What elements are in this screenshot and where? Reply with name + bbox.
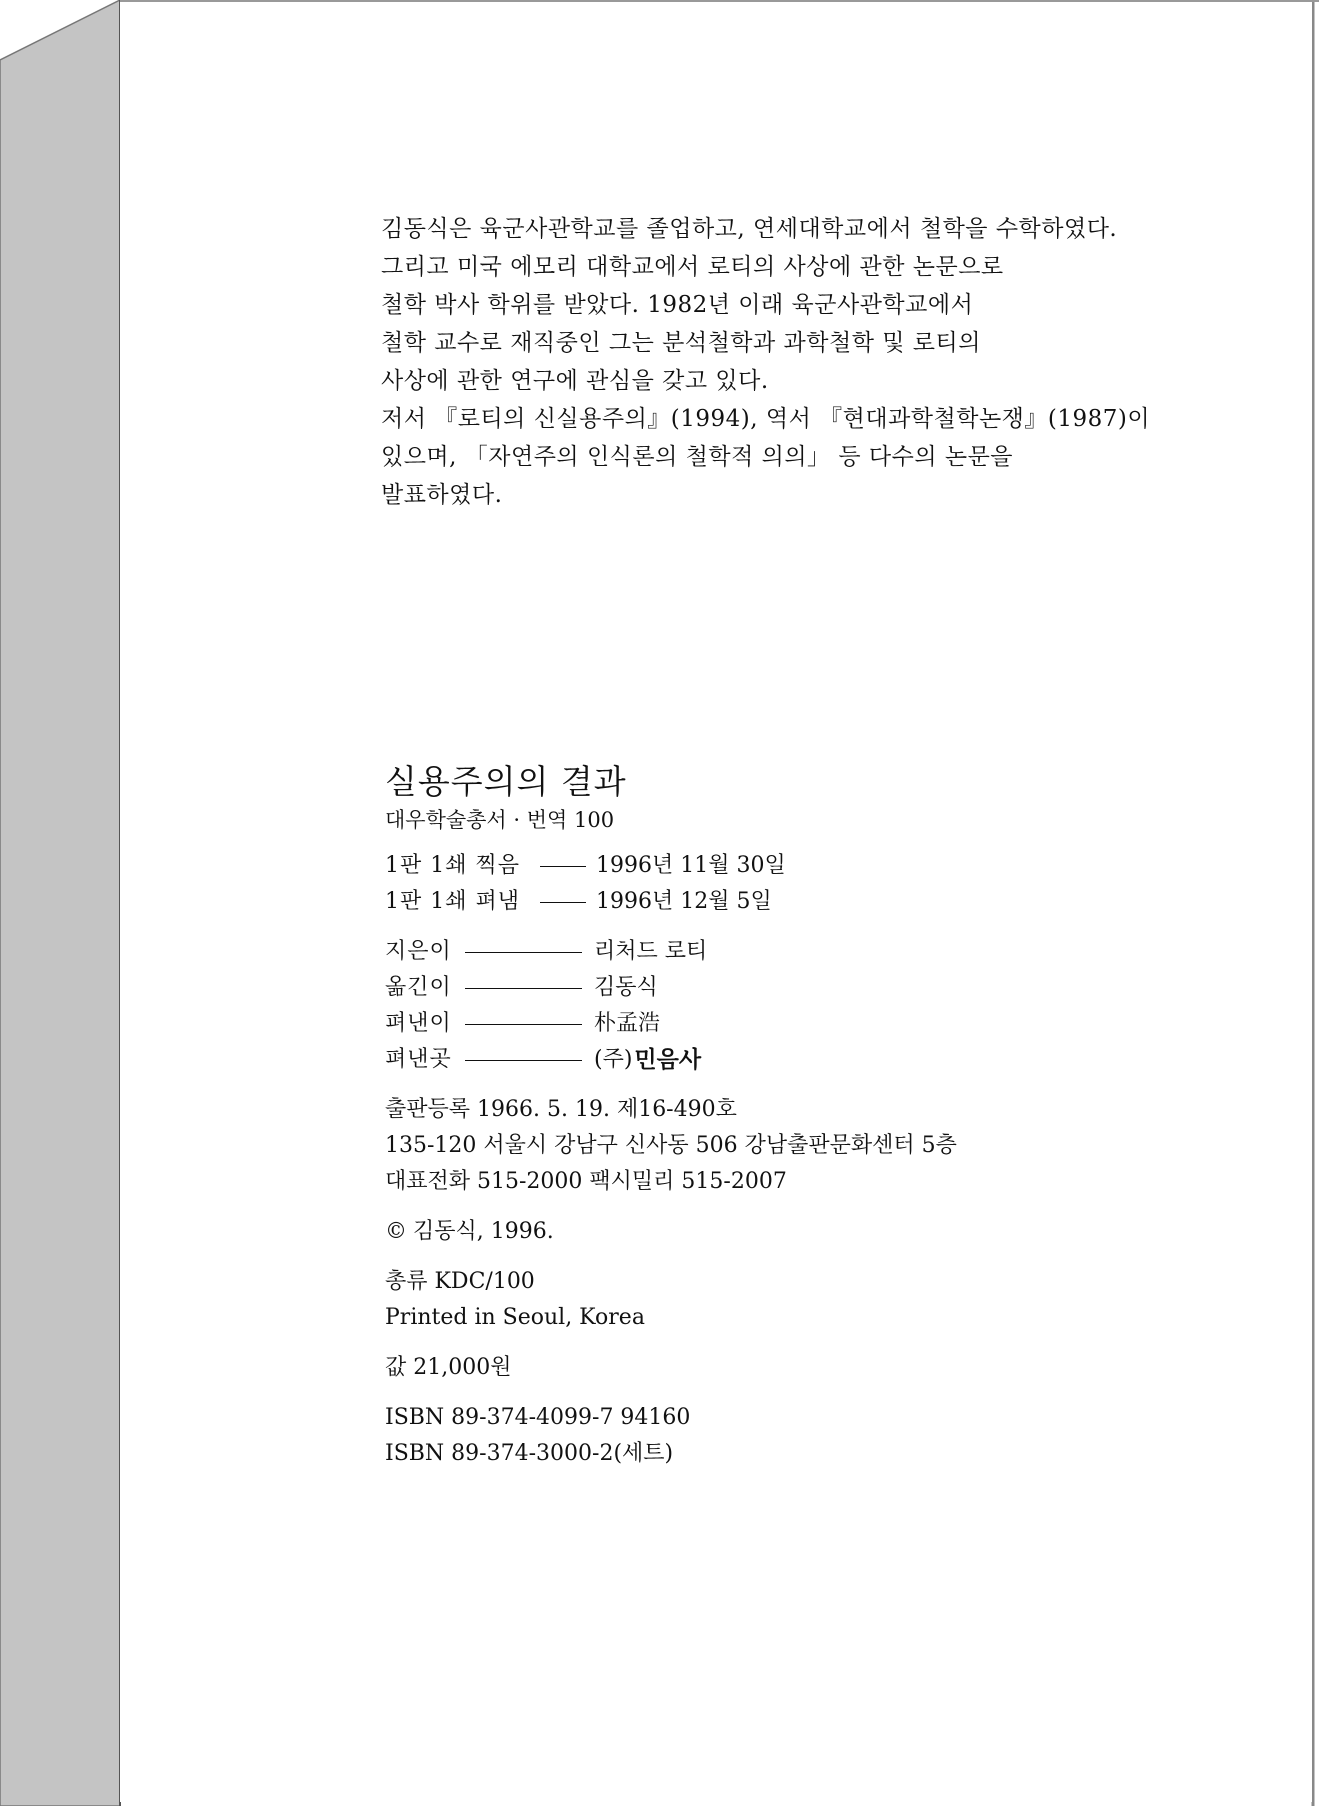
translator-bio [381, 210, 1281, 514]
price: 값 21,000원 [385, 1355, 512, 1380]
registration-info: 출판등록 1966. 5. 19. 제16-490호 [385, 1097, 737, 1122]
classification: 총류 KDC/100 [385, 1269, 535, 1294]
credit-value: 김동식 [594, 975, 658, 1000]
credit-label: 지은이 [385, 939, 452, 964]
credit-value: (주) [594, 1047, 633, 1072]
dash-divider [540, 866, 586, 867]
bio-line: 철학 박사 학위를 받았다. 1982년 이래 육군사관학교에서 [381, 292, 974, 318]
dash-divider [465, 1024, 582, 1025]
isbn: ISBN 89-374-3000-2(세트) [385, 1441, 674, 1466]
credit-label: 펴낸곳 [385, 1047, 452, 1072]
credit-row [385, 970, 1205, 1006]
printed-location: Printed in Seoul, Korea [385, 1305, 645, 1330]
credit-row [385, 934, 1205, 970]
edition-label: 1판 1쇄 찍음 [385, 853, 520, 878]
bio-line: 발표하였다. [381, 482, 503, 508]
bio-line: 있으며, 「자연주의 인식론의 철학적 의의」 등 다수의 논문을 [381, 444, 1014, 470]
copyright-text: 김동식, 1996. [413, 1219, 554, 1244]
edition-date: 1996년 11월 30일 [596, 853, 786, 878]
bio-line: 저서 『로티의 신실용주의』(1994), 역서 『현대과학철학논쟁』(1987)이 [381, 406, 1151, 432]
credit-label: 펴낸이 [385, 1011, 452, 1036]
credit-label: 옮긴이 [385, 975, 452, 1000]
publisher-logo: 민음사 [634, 1047, 702, 1073]
edition-label: 1판 1쇄 펴냄 [385, 889, 520, 914]
credit-row [385, 1006, 1205, 1042]
book-title: 실용주의의 결과 [385, 762, 627, 801]
colophon [385, 760, 1205, 1472]
dash-divider [540, 902, 586, 903]
dash-divider [465, 1060, 582, 1061]
bio-line: 그리고 미국 에모리 대학교에서 로티의 사상에 관한 논문으로 [381, 254, 1004, 280]
edition-date: 1996년 12월 5일 [596, 889, 772, 914]
credit-value: 朴孟浩 [594, 1011, 661, 1036]
isbn: ISBN 89-374-4099-7 94160 [385, 1405, 691, 1430]
dash-divider [465, 952, 582, 953]
copyright-icon: © [385, 1219, 407, 1244]
dash-divider [465, 988, 582, 989]
publisher-phone: 대표전화 515-2000 팩시밀리 515-2007 [385, 1169, 787, 1194]
bio-line: 철학 교수로 재직중인 그는 분석철학과 과학철학 및 로티의 [381, 330, 981, 356]
publisher-address: 135-120 서울시 강남구 신사동 506 강남출판문화센터 5층 [385, 1133, 957, 1158]
series-name: 대우학술총서 · 번역 100 [385, 808, 615, 832]
book-spine [0, 0, 120, 1806]
copyright-line [385, 1214, 1205, 1250]
edition-row [385, 848, 1205, 884]
bio-line: 김동식은 육군사관학교를 졸업하고, 연세대학교에서 철학을 수학하였다. [381, 216, 1118, 242]
edition-row [385, 884, 1205, 920]
credit-value: 리처드 로티 [594, 939, 708, 964]
copyright-page [120, 2, 1312, 1802]
credit-row [385, 1042, 1205, 1078]
bio-line: 사상에 관한 연구에 관심을 갖고 있다. [381, 368, 769, 394]
